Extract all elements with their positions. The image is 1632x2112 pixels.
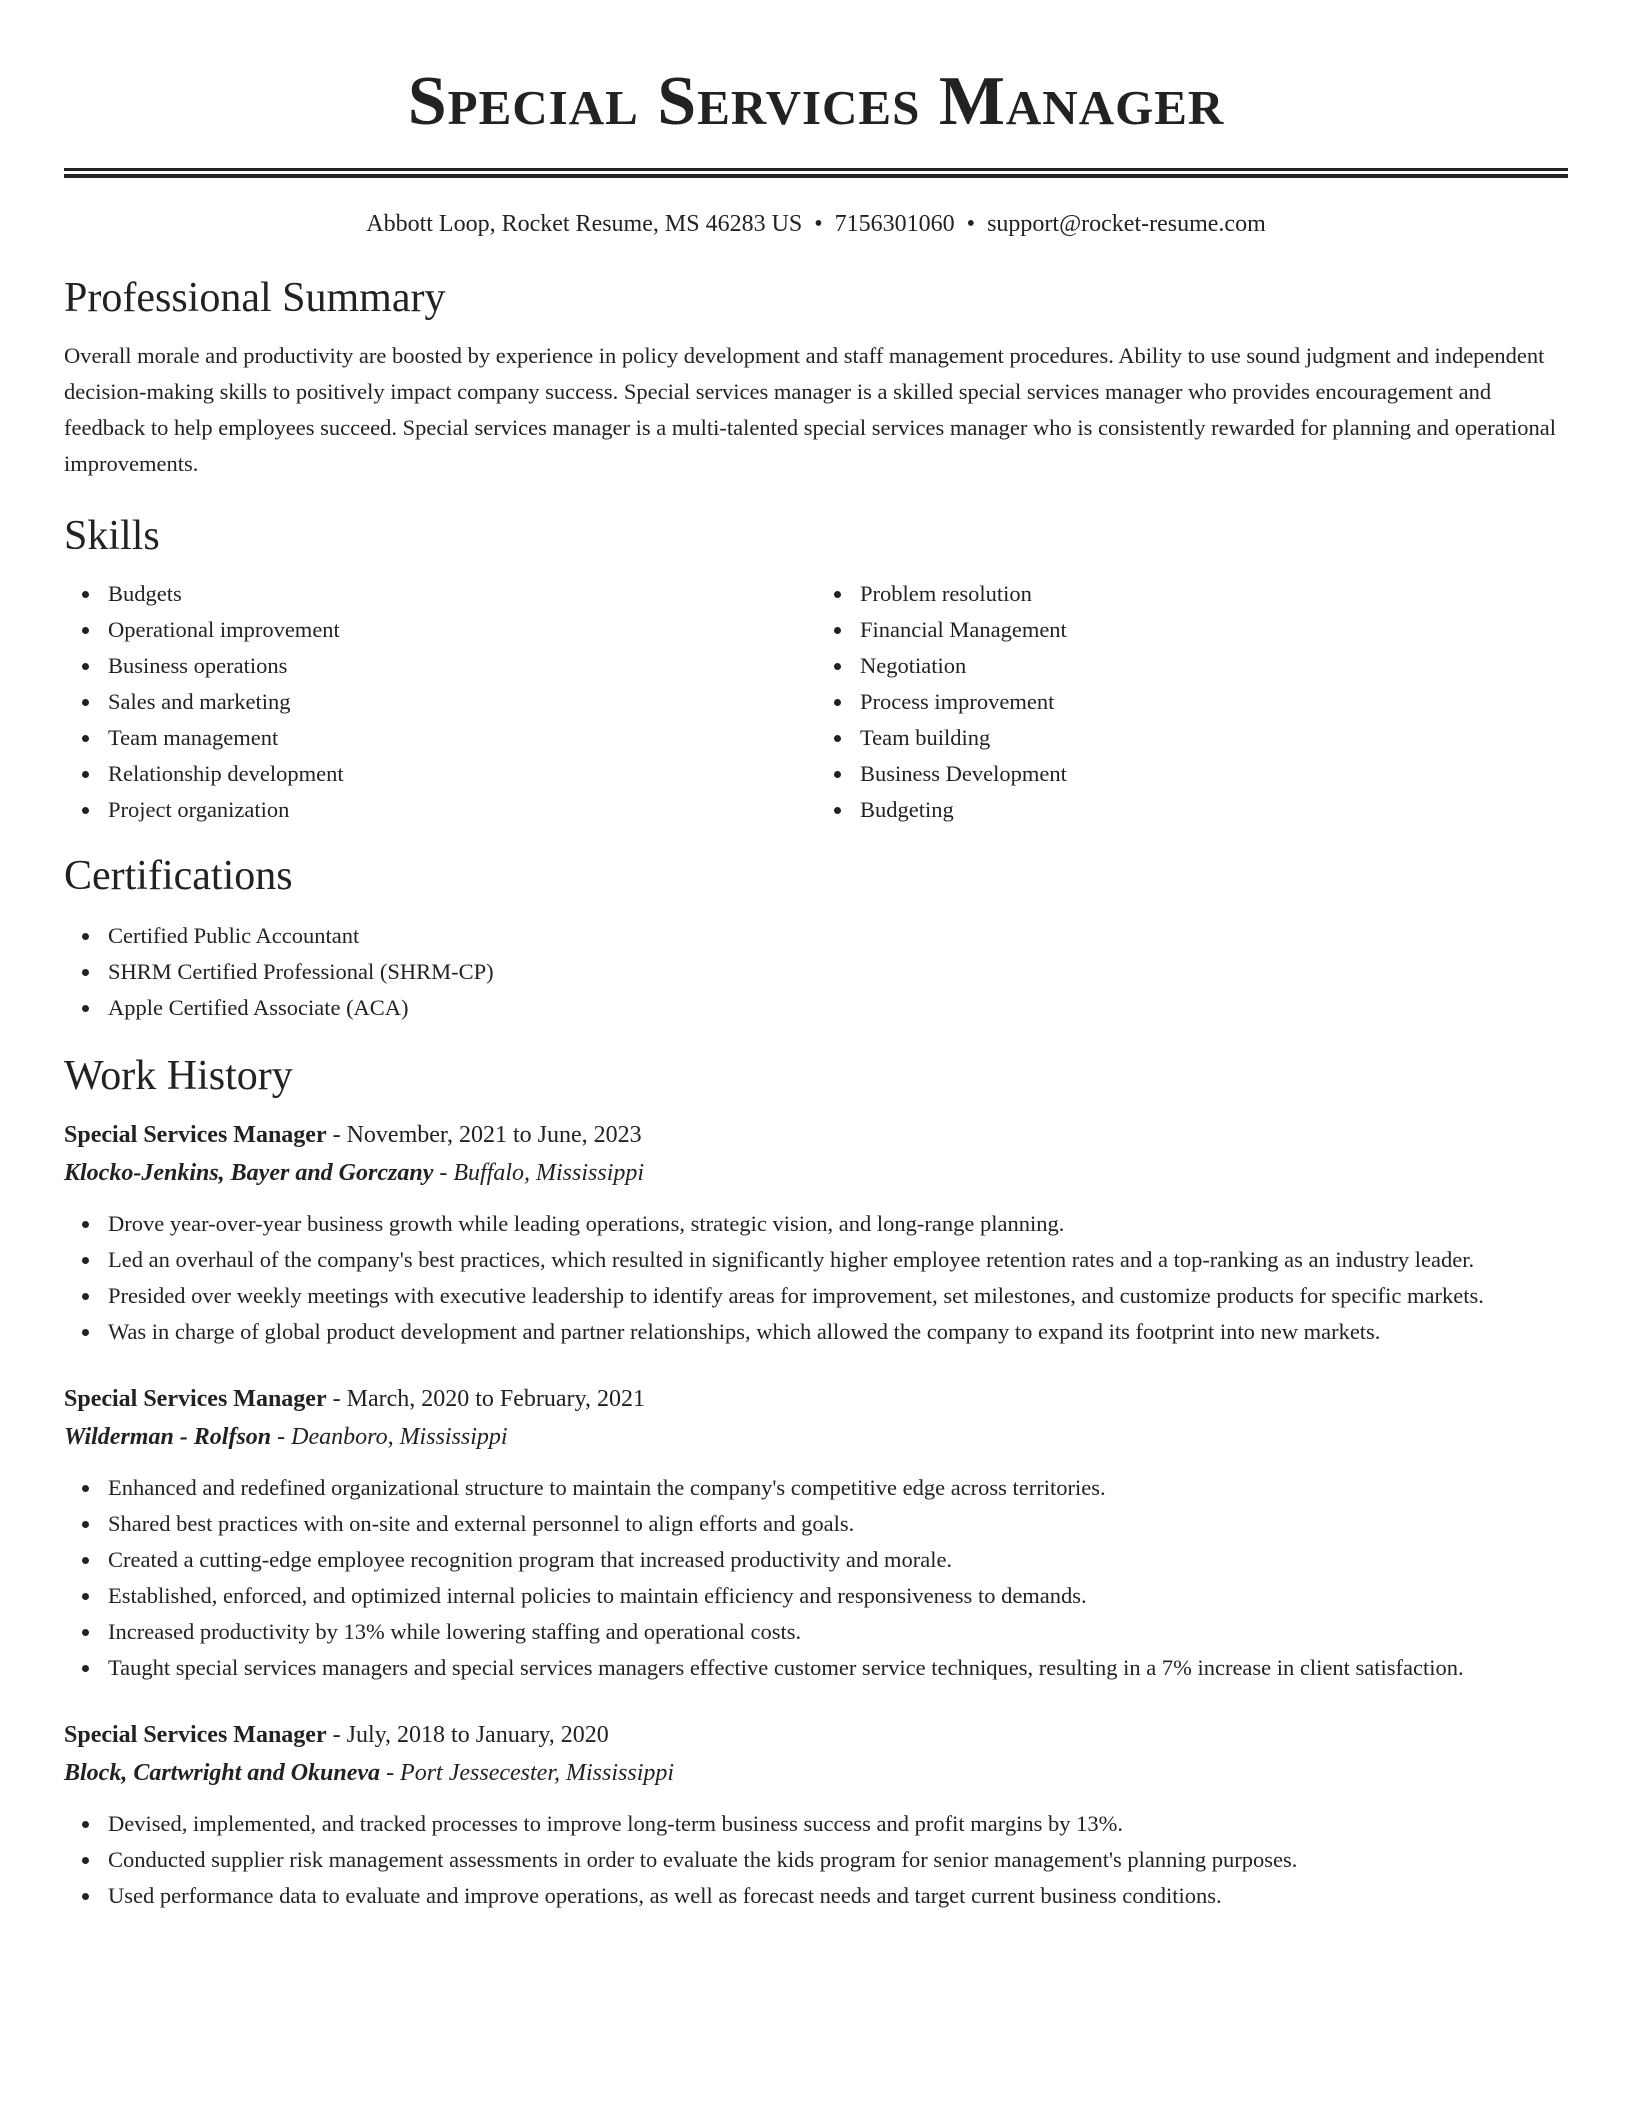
candidate-name: Special Services Manager [407, 63, 1225, 140]
job-dates: - July, 2018 to January, 2020 [326, 1722, 609, 1748]
skill-item: Business operations [108, 648, 816, 684]
job-entry [64, 1116, 1568, 1350]
skills-column-left [64, 576, 816, 828]
header-divider [64, 168, 1568, 178]
email-link[interactable]: support@rocket-resume.com [987, 211, 1266, 237]
skill-item: Team building [860, 720, 1568, 756]
skill-item: Budgeting [860, 792, 1568, 828]
skill-item: Financial Management [860, 612, 1568, 648]
job-bullet: Enhanced and redefined organizational structure to maintain the company's competitive edge across territories. [108, 1470, 1568, 1506]
skills-column-right [816, 576, 1568, 828]
job-bullets [64, 1206, 1568, 1350]
job-bullet: Devised, implemented, and tracked processes to improve long-term business success and profit margins by 13%. [108, 1806, 1568, 1842]
job-bullet: Created a cutting-edge employee recognition program that increased productivity and morale. [108, 1542, 1568, 1578]
job-entry [64, 1716, 1568, 1914]
summary-text: Overall morale and productivity are boosted by experience in policy development and staff management procedures. Ability to use sound judgment and independent decision-making skills to positively impact company success. Special services manager is a skilled special services manager who provides encouragement and feedback to help employees succeed. Special services manager is a multi-talented special services manager who is consistently rewarded for planning and operational improvements. [64, 343, 1556, 476]
certifications-list [64, 918, 1568, 1026]
skills-list [64, 576, 1568, 828]
job-bullet: Was in charge of global product development and partner relationships, which allowed the company to expand its footprint into new markets. [108, 1314, 1568, 1350]
skill-item: Relationship development [108, 756, 816, 792]
job-dates: - November, 2021 to June, 2023 [326, 1122, 642, 1148]
job-location: - Port Jessecester, Mississippi [380, 1760, 675, 1786]
summary-heading: Professional Summary [64, 275, 446, 321]
job-location: - Deanboro, Mississippi [271, 1424, 508, 1450]
job-company: Wilderman - Rolfson [64, 1424, 272, 1450]
certification-item: Apple Certified Associate (ACA) [108, 990, 1568, 1026]
certifications-heading: Certifications [64, 853, 293, 899]
job-company-line [64, 1154, 1568, 1192]
job-role: Special Services Manager [64, 1386, 327, 1412]
job-bullet: Conducted supplier risk management assessments in order to evaluate the kids program for senior management's planning purposes. [108, 1842, 1568, 1878]
skill-item: Business Development [860, 756, 1568, 792]
work-history-heading: Work History [64, 1053, 293, 1099]
certification-item: Certified Public Accountant [108, 918, 1568, 954]
certification-item: SHRM Certified Professional (SHRM-CP) [108, 954, 1568, 990]
job-bullet: Led an overhaul of the company's best practices, which resulted in significantly higher employee retention rates and a top-ranking as an industry leader. [108, 1242, 1568, 1278]
job-company-line [64, 1754, 1568, 1792]
skill-item: Negotiation [860, 648, 1568, 684]
job-company: Block, Cartwright and Okuneva [64, 1760, 381, 1786]
job-company-line [64, 1418, 1568, 1456]
job-role: Special Services Manager [64, 1122, 327, 1148]
job-bullet: Shared best practices with on-site and external personnel to align efforts and goals. [108, 1506, 1568, 1542]
contact-line [64, 208, 1568, 240]
skills-heading: Skills [64, 513, 160, 559]
separator-bullet: • [814, 211, 823, 237]
job-bullet: Established, enforced, and optimized internal policies to maintain efficiency and responsiveness to demands. [108, 1578, 1568, 1614]
skill-item: Sales and marketing [108, 684, 816, 720]
job-bullet: Used performance data to evaluate and improve operations, as well as forecast needs and target current business conditions. [108, 1878, 1568, 1914]
job-bullets [64, 1470, 1568, 1686]
job-bullet: Presided over weekly meetings with executive leadership to identify areas for improvement, set milestones, and customize products for specific markets. [108, 1278, 1568, 1314]
job-bullet: Increased productivity by 13% while lowering staffing and operational costs. [108, 1614, 1568, 1650]
job-location: - Buffalo, Mississippi [433, 1160, 645, 1186]
separator-bullet: • [966, 211, 976, 237]
job-bullet: Drove year-over-year business growth while leading operations, strategic vision, and long-range planning. [108, 1206, 1568, 1242]
job-bullets [64, 1806, 1568, 1914]
skill-item: Budgets [108, 576, 816, 612]
phone: 7156301060 [834, 211, 955, 237]
job-role: Special Services Manager [64, 1722, 327, 1748]
job-title-line [64, 1716, 1568, 1754]
skill-item: Project organization [108, 792, 816, 828]
skill-item: Problem resolution [860, 576, 1568, 612]
address: Abbott Loop, Rocket Resume, MS 46283 US [366, 211, 803, 237]
job-title-line [64, 1116, 1568, 1154]
skill-item: Process improvement [860, 684, 1568, 720]
job-bullet: Taught special services managers and special services managers effective customer service techniques, resulting in a 7% increase in client satisfaction. [108, 1650, 1568, 1686]
job-dates: - March, 2020 to February, 2021 [326, 1386, 645, 1412]
skill-item: Team management [108, 720, 816, 756]
job-title-line [64, 1380, 1568, 1418]
job-company: Klocko-Jenkins, Bayer and Gorczany [64, 1160, 434, 1186]
skill-item: Operational improvement [108, 612, 816, 648]
job-entry [64, 1380, 1568, 1686]
